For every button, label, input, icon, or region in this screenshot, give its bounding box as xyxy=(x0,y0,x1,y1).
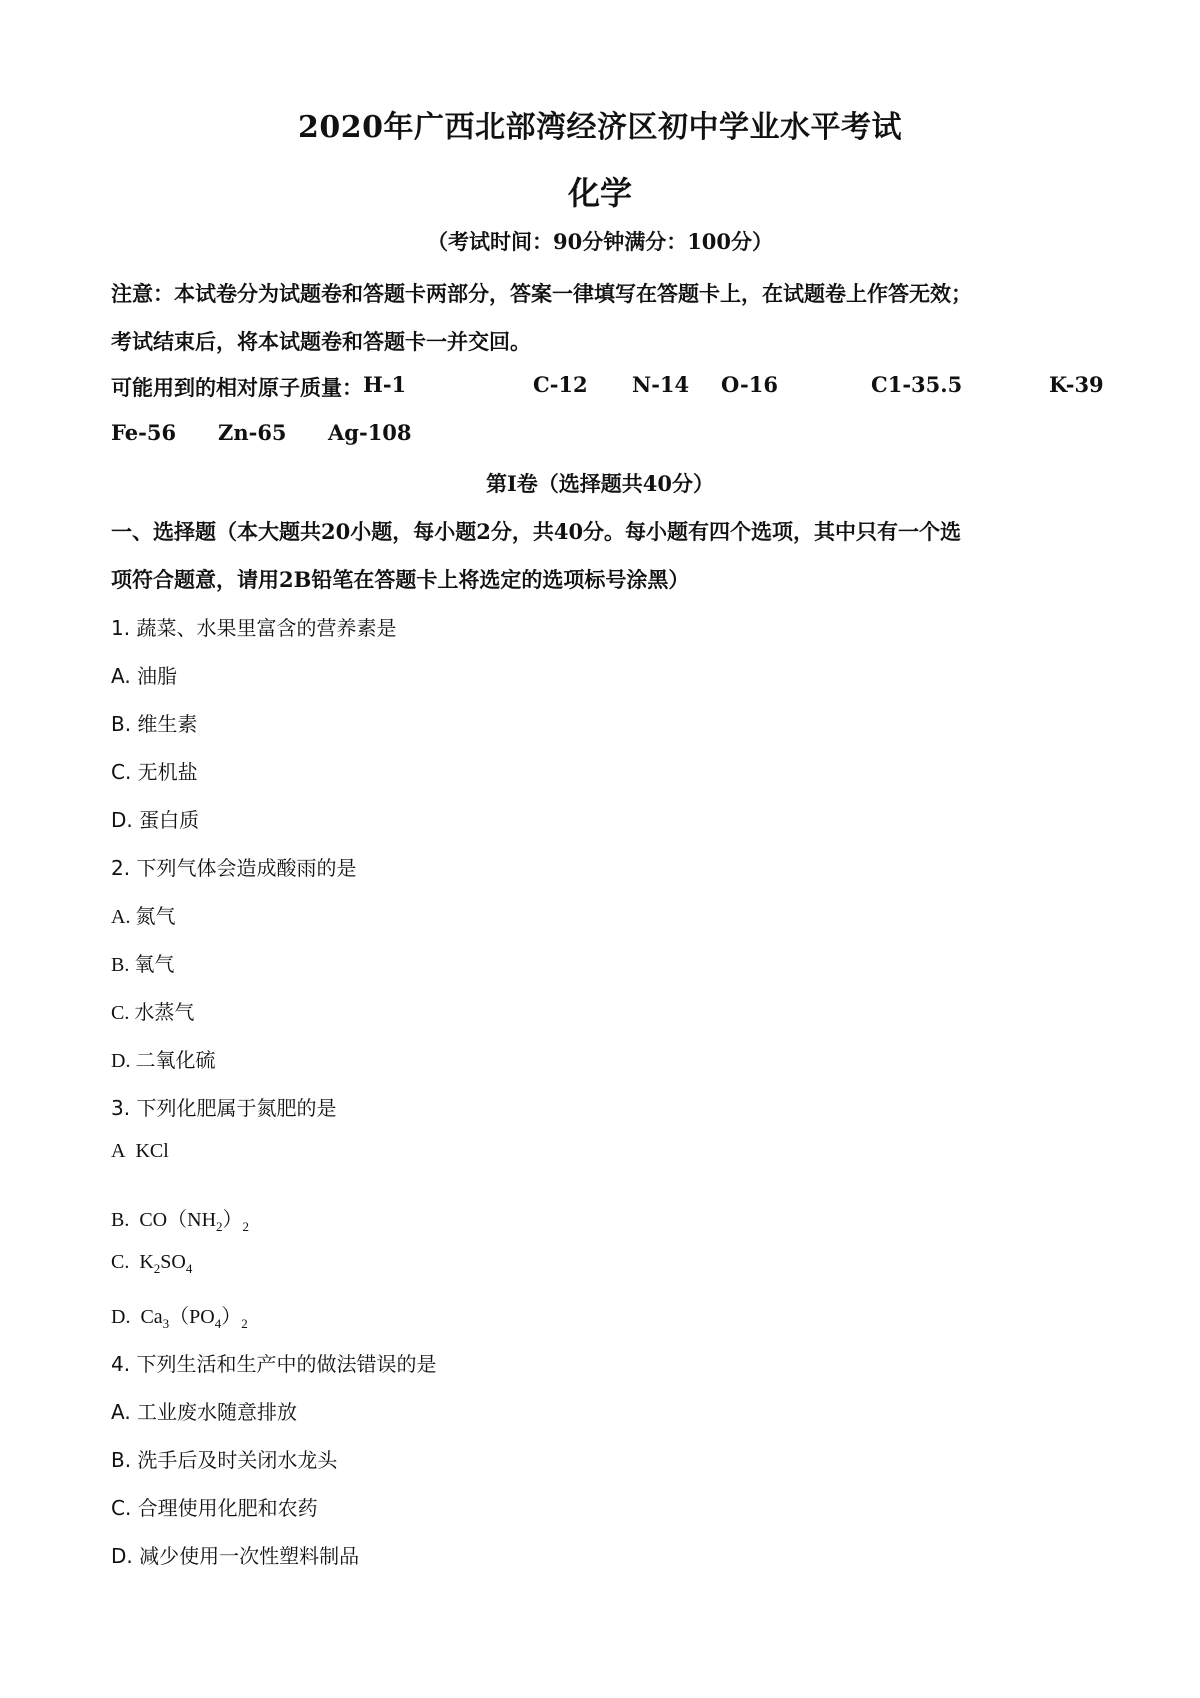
question-option: D. 蛋白质 xyxy=(111,808,200,832)
atomic-mass-item: Zn-65 xyxy=(218,420,287,445)
option-letter: B. xyxy=(111,1209,130,1231)
atomic-masses-row-1 xyxy=(111,372,1104,402)
atomic-mass-item: N-14 xyxy=(632,372,690,397)
question-option: D. 二氧化硫 xyxy=(111,1050,216,1072)
section-title: 第I卷（选择题共40分） xyxy=(485,471,715,496)
question-option: C. 水蒸气 xyxy=(111,1002,195,1024)
notice-line-1: 注意：本试卷分为试题卷和答题卡两部分，答案一律填写在答题卡上，在试题卷上作答无效； xyxy=(111,281,972,306)
question-option: D. 减少使用一次性塑料制品 xyxy=(111,1544,360,1568)
option-letter: D. xyxy=(111,1306,131,1328)
exam-title: 2020年广西北部湾经济区初中学业水平考试 xyxy=(298,110,902,145)
question-option: A. 工业废水随意排放 xyxy=(111,1400,298,1424)
question-option: C. 无机盐 xyxy=(111,760,198,784)
atomic-mass-item: H-1 xyxy=(363,372,407,397)
subject-title: 化学 xyxy=(567,174,632,212)
section-instructions-1: 一、选择题（本大题共20小题，每小题2分，共40分。每小题有四个选项，其中只有一个选 xyxy=(111,519,962,544)
question-option xyxy=(111,1140,169,1163)
option-formula: $K_2SO_4$ xyxy=(139,1251,193,1276)
question-option: B. 洗手后及时关闭水龙头 xyxy=(111,1448,338,1472)
atomic-masses-label: 可能用到的相对原子质量： xyxy=(111,375,363,400)
question-option: A. 油脂 xyxy=(111,664,178,688)
question-option xyxy=(111,1251,192,1277)
question-option: A. 氮气 xyxy=(111,906,176,928)
option-formula: $CO(NH_2)_2$ xyxy=(139,1209,250,1234)
section-instructions-2: 项符合题意，请用2B铅笔在答题卡上将选定的选项标号涂黑） xyxy=(111,567,690,592)
atomic-mass-item: Fe-56 xyxy=(111,420,177,445)
exam-info: （考试时间：90分钟满分：100分） xyxy=(426,229,774,254)
option-formula: KCl xyxy=(135,1140,169,1162)
question-stem: 3. 下列化肥属于氮肥的是 xyxy=(111,1096,337,1120)
question-option: B. 维生素 xyxy=(111,712,198,736)
question-stem: 1. 蔬菜、水果里富含的营养素是 xyxy=(111,616,397,640)
question-option: B. 氧气 xyxy=(111,954,175,976)
question-stem: 2. 下列气体会造成酸雨的是 xyxy=(111,856,357,880)
option-letter: C. xyxy=(111,1251,130,1273)
atomic-mass-item: O-16 xyxy=(721,372,779,397)
question-stem: 4. 下列生活和生产中的做法错误的是 xyxy=(111,1352,437,1376)
atomic-masses-row-2 xyxy=(111,420,511,450)
question-option xyxy=(111,1300,248,1332)
question-option: C. 合理使用化肥和农药 xyxy=(111,1496,318,1520)
atomic-mass-item: C1-35.5 xyxy=(871,372,963,397)
atomic-mass-item: Ag-108 xyxy=(328,420,412,445)
question-option xyxy=(111,1203,249,1235)
atomic-mass-item: K-39 xyxy=(1049,372,1104,397)
option-formula: $Ca_3(PO_4)_2$ xyxy=(140,1306,248,1331)
option-letter: A xyxy=(111,1140,126,1162)
notice-line-2: 考试结束后，将本试题卷和答题卡一并交回。 xyxy=(111,329,531,354)
atomic-mass-item: C-12 xyxy=(533,372,588,397)
